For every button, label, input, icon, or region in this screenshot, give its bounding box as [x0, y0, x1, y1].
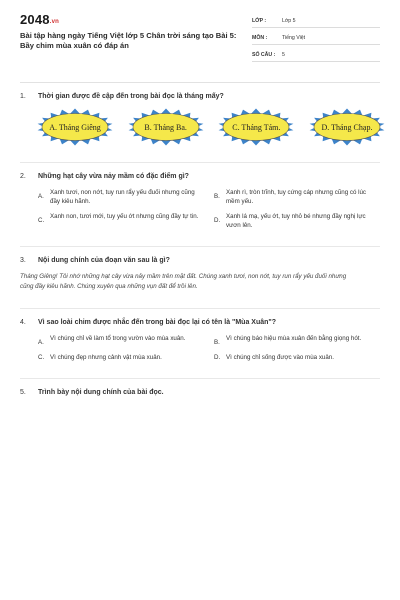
- option-letter: C.: [38, 217, 45, 224]
- question-5-prompt: [20, 389, 380, 396]
- option-d[interactable]: [214, 353, 380, 362]
- meta-subject-label: MÔN :: [252, 34, 268, 41]
- question-5: [20, 389, 380, 396]
- answer-burst-label: A. Tháng Giêng: [49, 122, 101, 132]
- meta-count-value: 5: [282, 51, 285, 58]
- header-meta: [252, 12, 380, 70]
- question-1: [20, 93, 380, 146]
- reading-passage: Tháng Giêng! Tôi nhớ những hạt cây vừa nảy mầm trên mặt đất. Chúng xanh tươi, non nớt, tuy run rẩy yếu đuối nhưng cũng đầy kiêu hãnh. Chúng xuyên qua những vụn đất để trồi lên.: [20, 273, 347, 290]
- answer-bursts: [36, 108, 386, 146]
- option-text: Xanh tươi, non nớt, tuy run rẩy yếu đuối nhưng cũng đầy kiêu hãnh.: [50, 189, 195, 205]
- option-letter: C.: [38, 354, 45, 361]
- option-b[interactable]: [214, 188, 380, 206]
- worksheet-header: [20, 12, 380, 70]
- logo-text: 2048: [20, 12, 50, 27]
- answer-burst-label: C. Tháng Tám.: [232, 122, 281, 132]
- option-letter: B.: [214, 339, 220, 346]
- option-a[interactable]: [38, 188, 204, 206]
- section-divider: [20, 246, 380, 247]
- section-divider: [20, 308, 380, 309]
- answer-burst-label: D. Tháng Chạp.: [321, 122, 373, 132]
- answer-options: [38, 334, 380, 362]
- question-text: Trình bày nội dung chính của bài đọc.: [38, 389, 164, 396]
- option-a[interactable]: [38, 334, 204, 347]
- header-divider: [20, 82, 380, 83]
- option-letter: A.: [38, 339, 44, 346]
- option-letter: D.: [214, 354, 221, 361]
- question-3: [20, 257, 380, 292]
- document-title: Bài tập hàng ngày Tiếng Việt lớp 5 Chân trời sáng tạo Bài 5: Bầy chim mùa xuân có đáp án: [20, 31, 237, 50]
- question-number: 5.: [20, 389, 26, 396]
- option-letter: A.: [38, 193, 44, 200]
- option-text: Xanh lá mạ, yếu ớt, tuy nhỏ bé nhưng đầy nghị lực vươn lên.: [226, 213, 366, 229]
- question-4-prompt: [20, 319, 380, 326]
- question-3-prompt: [20, 257, 380, 264]
- question-2: [20, 173, 380, 230]
- meta-class-row: [252, 14, 380, 28]
- section-divider: [20, 378, 380, 379]
- option-letter: B.: [214, 193, 220, 200]
- question-4: [20, 319, 380, 362]
- header-left: [20, 12, 245, 70]
- question-text: Thời gian được đề cập đến trong bài đọc là tháng mấy?: [38, 93, 224, 100]
- option-text: Vì chúng báo hiệu mùa xuân đến bằng giọng hót.: [226, 335, 362, 342]
- option-c[interactable]: [38, 212, 204, 230]
- option-letter: D.: [214, 217, 221, 224]
- answer-burst-c[interactable]: [217, 108, 295, 146]
- question-number: 3.: [20, 257, 26, 264]
- meta-count-label: SỐ CÂU :: [252, 51, 276, 58]
- option-text: Vì chúng chỉ sống được vào mùa xuân.: [226, 354, 334, 361]
- meta-subject-value: Tiếng Việt: [282, 34, 306, 41]
- meta-class-label: LỚP :: [252, 17, 267, 24]
- question-2-prompt: [20, 173, 380, 180]
- option-d[interactable]: [214, 212, 380, 230]
- answer-burst-label: B. Tháng Ba.: [144, 122, 187, 132]
- answer-burst-d[interactable]: [308, 108, 386, 146]
- question-number: 2.: [20, 173, 26, 180]
- answer-burst-b[interactable]: [127, 108, 205, 146]
- logo-suffix: .vn: [49, 19, 60, 25]
- question-text: Nội dung chính của đoạn văn sau là gì?: [38, 257, 170, 264]
- question-number: 1.: [20, 93, 26, 100]
- site-logo[interactable]: [20, 12, 245, 27]
- question-1-prompt: [20, 93, 380, 100]
- meta-subject-row: [252, 31, 380, 45]
- question-number: 4.: [20, 319, 26, 326]
- meta-class-value: Lớp 5: [282, 17, 296, 24]
- answer-options: [38, 188, 380, 230]
- option-text: Xanh non, tươi mới, tuy yếu ớt nhưng cũng đầy tự tin.: [50, 213, 199, 220]
- meta-count-row: [252, 48, 380, 62]
- option-text: Vì chúng chỉ về làm tổ trong vườn vào mùa xuân.: [50, 335, 186, 342]
- option-text: Vì chúng đẹp nhưng cảnh vật mùa xuân.: [50, 354, 162, 361]
- option-text: Xanh rì, tròn trĩnh, tuy cứng cáp nhưng cũng có lúc mềm yếu.: [226, 189, 367, 205]
- option-b[interactable]: [214, 334, 380, 347]
- question-text: Những hạt cây vừa nảy mầm có đặc điểm gì?: [38, 173, 189, 180]
- section-divider: [20, 162, 380, 163]
- option-c[interactable]: [38, 353, 204, 362]
- question-text: Vì sao loài chim được nhắc đến trong bài đọc lại có tên là "Mùa Xuân"?: [38, 319, 276, 326]
- answer-burst-a[interactable]: [36, 108, 114, 146]
